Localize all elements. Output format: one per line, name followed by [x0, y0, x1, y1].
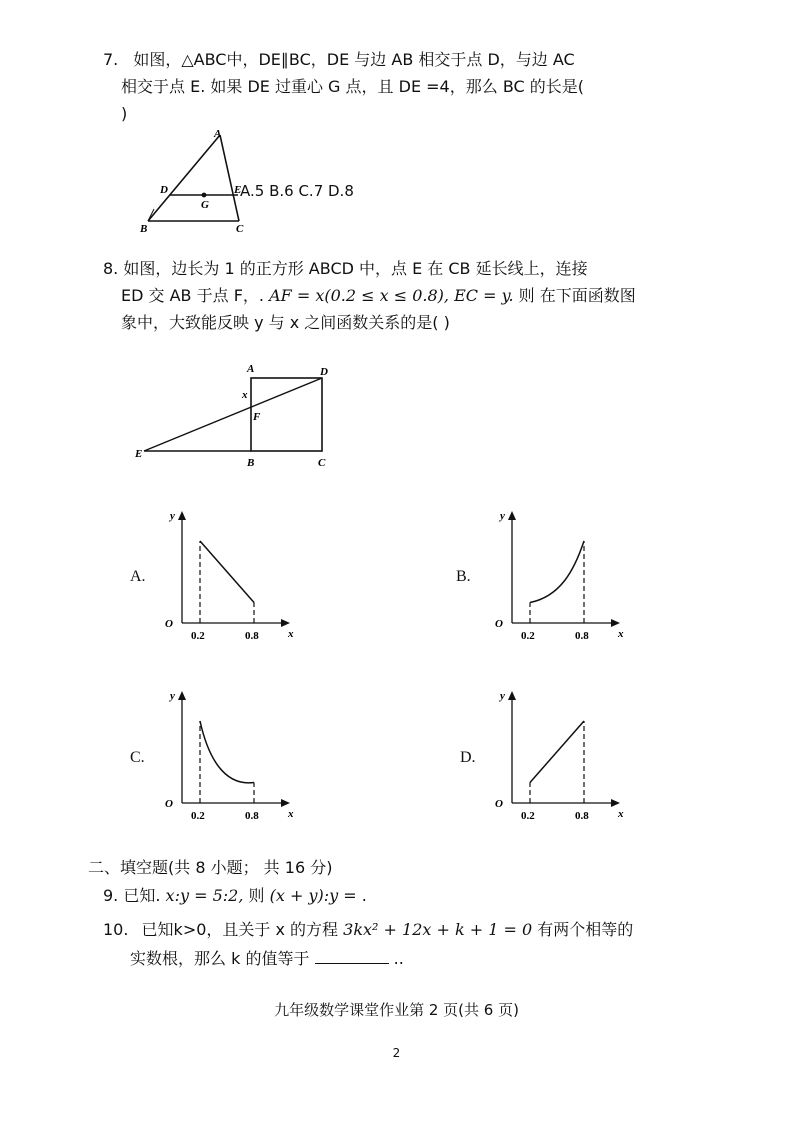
q10-pre: 已知k>0，且关于 x 的方程 — [141, 920, 339, 939]
q8-math: AF = x(0.2 ≤ x ≤ 0.8), EC = y. — [269, 286, 514, 305]
function-curve — [530, 721, 584, 783]
q8-label-F: F — [253, 411, 261, 423]
q7-label-E: E — [234, 184, 242, 196]
origin-label: O — [495, 618, 503, 630]
q8-label-A: A — [247, 363, 255, 375]
y-axis-label: y — [500, 690, 505, 702]
x-axis-arrow — [611, 799, 620, 807]
x-axis-label: x — [288, 808, 294, 820]
q8-text-2b: 则 在下面函数图 — [518, 286, 636, 305]
q8-label-x: x — [242, 389, 248, 401]
q9-mid: 则 — [248, 886, 265, 905]
q8-option-d-label: D. — [460, 749, 476, 766]
q8-label-D: D — [320, 366, 328, 378]
tick-label-0.8: 0.8 — [575, 630, 589, 642]
tick-label-0.2: 0.2 — [191, 810, 205, 822]
tick-label-0.2: 0.2 — [521, 810, 535, 822]
q7-label-D: D — [160, 184, 168, 196]
y-axis-arrow — [178, 511, 186, 520]
q7-label-G: G — [201, 199, 209, 211]
q8-number: 8. — [103, 259, 119, 278]
q9-math-1: x:y = 5:2, — [165, 886, 244, 905]
x-axis-arrow — [611, 619, 620, 627]
function-curve — [200, 541, 254, 603]
q9-pre: 已知. — [123, 886, 161, 905]
q8-label-B: B — [247, 457, 255, 469]
q8-line2 — [121, 286, 636, 306]
y-axis-label: y — [170, 510, 175, 522]
q8-text-1: 如图，边长为 1 的正方形 ABCD 中，点 E 在 CB 延长线上，连接 — [123, 259, 588, 278]
y-axis-arrow — [178, 691, 186, 700]
y-axis-arrow — [508, 511, 516, 520]
page-number: 2 — [392, 1046, 401, 1060]
y-axis-arrow — [508, 691, 516, 700]
section-2-heading: 二、填空题(共 8 小题； 共 16 分) — [88, 858, 333, 877]
q8-option-c-label: C. — [130, 749, 145, 766]
function-curve — [530, 541, 584, 603]
y-axis-label: y — [170, 690, 175, 702]
q10-math: 3kx² + 12x + k + 1 = 0 — [343, 920, 533, 939]
q8-line1 — [103, 259, 588, 279]
q8-label-C: C — [318, 457, 326, 469]
x-axis-arrow — [281, 619, 290, 627]
q7-options: A.5 B.6 C.7 D.8 — [240, 182, 354, 200]
x-axis-label: x — [618, 628, 624, 640]
q7-line1 — [103, 50, 575, 70]
q8-option-b-label: B. — [456, 568, 471, 585]
x-axis-label: x — [618, 808, 624, 820]
page-footer: 九年级数学课堂作业第 2 页(共 6 页) — [274, 1001, 519, 1019]
function-curve — [200, 721, 254, 783]
graph-option-d — [490, 682, 624, 827]
tick-label-0.2: 0.2 — [521, 630, 535, 642]
q7-line3: ) — [121, 104, 128, 123]
q9-line — [103, 886, 367, 906]
q8-text-2a: ED 交 AB 于点 F，. — [121, 286, 264, 305]
tick-label-0.8: 0.8 — [245, 810, 259, 822]
q10-post: 有两个相等的 — [537, 920, 634, 939]
x-axis-label: x — [288, 628, 294, 640]
origin-label: O — [495, 798, 503, 810]
y-axis-label: y — [500, 510, 505, 522]
origin-label: O — [165, 798, 173, 810]
graph-option-b — [490, 502, 624, 647]
q9-post: . — [361, 886, 367, 905]
graph-option-a — [160, 502, 294, 647]
q10-line2-end: .. — [393, 949, 404, 968]
origin-label: O — [165, 618, 173, 630]
graph-option-c — [160, 682, 294, 827]
q10-line2-text: 实数根，那么 k 的值等于 — [130, 949, 310, 968]
q7-number: 7. — [103, 50, 119, 69]
tick-label-0.2: 0.2 — [191, 630, 205, 642]
q7-triangle-figure — [138, 125, 250, 237]
q10-line1 — [103, 920, 633, 940]
q7-text-1: 如图，△ABC中，DE∥BC，DE 与边 AB 相交于点 D，与边 AC — [133, 50, 575, 69]
q7-line2: 相交于点 E. 如果 DE 过重心 G 点，且 DE =4，那么 BC 的长是( — [121, 77, 585, 96]
q10-line2 — [130, 947, 404, 969]
q7-label-B: B — [140, 223, 148, 235]
q8-square-figure — [130, 358, 350, 473]
x-axis-arrow — [281, 799, 290, 807]
q9-math-2: (x + y):y = — [269, 886, 357, 905]
q8-option-a-label: A. — [130, 568, 146, 585]
q9-number: 9. — [103, 886, 119, 905]
q7-label-A: A — [214, 128, 222, 140]
q8-label-E: E — [135, 448, 143, 460]
q10-number: 10. — [103, 920, 129, 939]
q8-line3: 象中，大致能反映 y 与 x 之间函数关系的是( ) — [121, 313, 450, 332]
q10-answer-blank[interactable] — [315, 947, 389, 964]
tick-label-0.8: 0.8 — [575, 810, 589, 822]
tick-label-0.8: 0.8 — [245, 630, 259, 642]
q7-label-C: C — [236, 223, 244, 235]
